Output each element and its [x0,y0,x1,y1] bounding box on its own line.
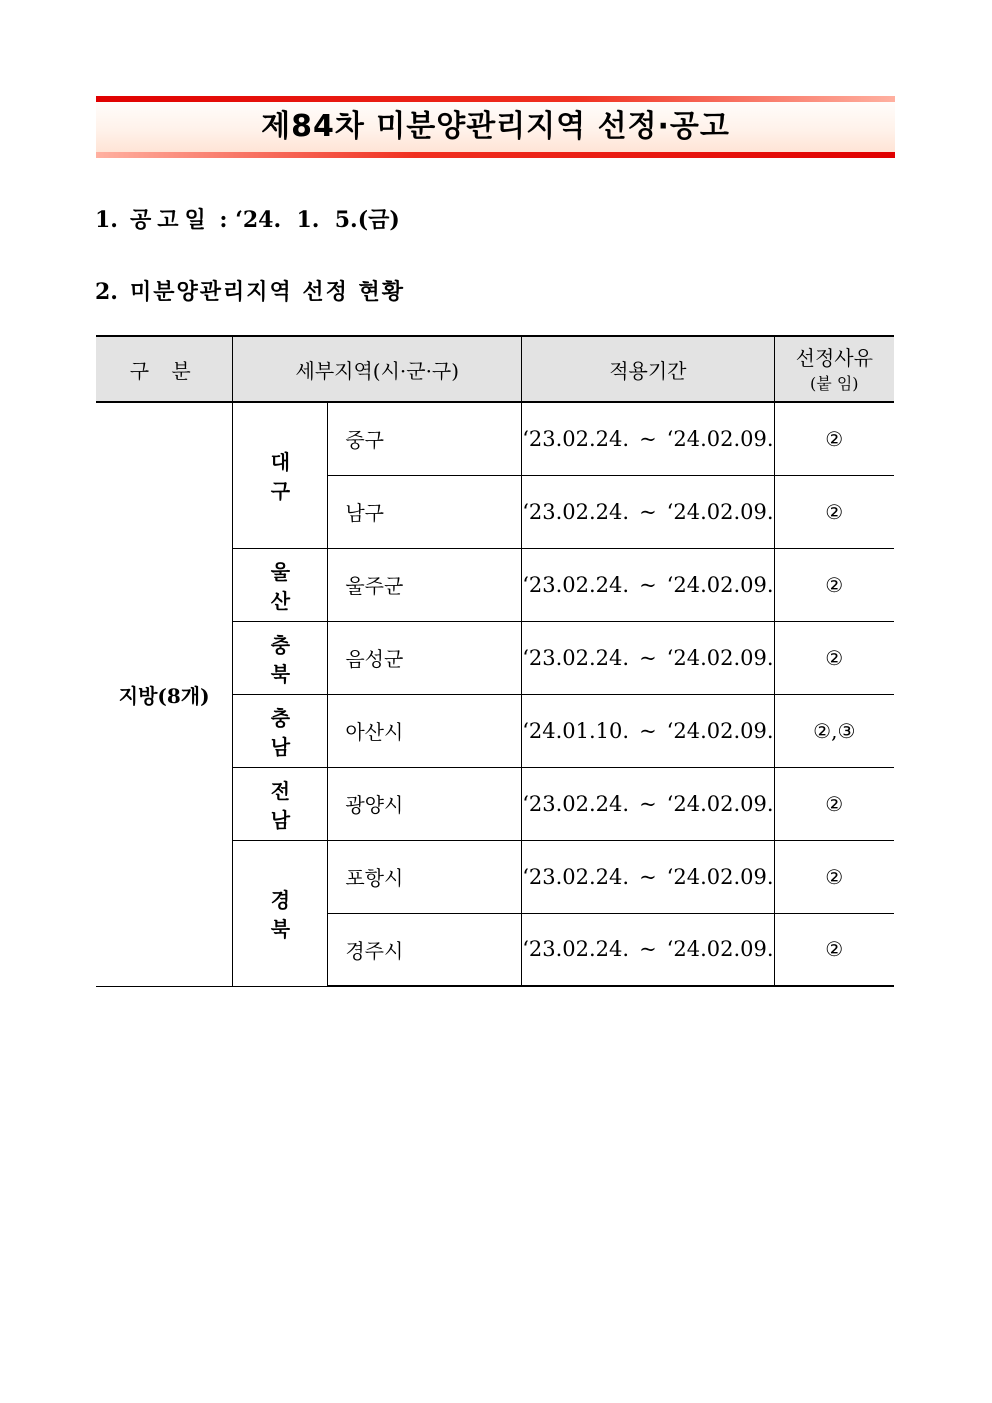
header-category: 구 분 [96,336,233,402]
period-separator: ~ [639,645,657,670]
period-end: ‘24.02.09. [666,718,774,743]
period-separator: ~ [639,572,657,597]
item-number: 1. [95,207,118,233]
period-cell [522,913,774,986]
section-heading-text: 미분양관리지역 선정 현황 [129,279,406,305]
header-reason-title: 선정사유 [795,345,873,370]
reason-cell: ② [774,548,894,621]
period-end: ‘24.02.09. [666,864,774,889]
header-reason-subtitle: (붙 임) [810,373,859,393]
period-separator: ~ [639,791,657,816]
district-cell: 울주군 [328,548,522,621]
province-cell: 충 북 [233,621,328,694]
separator: : [219,207,228,233]
period-separator: ~ [639,937,657,962]
province-cell: 충 남 [233,694,328,767]
period-start: ‘23.02.24. [522,645,630,670]
province-cell: 울 산 [233,548,328,621]
period-cell [522,548,774,621]
district-cell: 포항시 [328,840,522,913]
period-end: ‘24.02.09. [666,645,774,670]
header-period: 적용기간 [522,336,774,402]
title-banner [96,96,895,158]
period-start: ‘23.02.24. [522,864,630,889]
section-heading [95,275,405,306]
district-cell: 경주시 [328,913,522,986]
table-header-row [96,336,894,402]
district-cell: 남구 [328,475,522,548]
period-separator: ~ [639,499,657,524]
period-end: ‘24.02.09. [666,937,774,962]
district-cell: 광양시 [328,767,522,840]
reason-cell: ②,③ [774,694,894,767]
period-cell [522,402,774,475]
district-cell: 아산시 [328,694,522,767]
period-start: ‘24.01.10. [522,718,630,743]
reason-cell: ② [774,840,894,913]
announcement-date-line [95,203,400,234]
period-separator: ~ [639,718,657,743]
designated-areas-table [96,335,894,987]
period-cell [522,767,774,840]
reason-cell: ② [774,475,894,548]
announcement-date-value: ‘24. 1. 5.(금) [235,207,400,233]
table-row [96,402,894,475]
period-cell [522,694,774,767]
district-cell: 중구 [328,402,522,475]
page-title: 제84차 미분양관리지역 선정·공고 [261,109,730,144]
province-cell: 전 남 [233,767,328,840]
district-cell: 음성군 [328,621,522,694]
header-reason [774,336,894,402]
reason-cell: ② [774,913,894,986]
period-end: ‘24.02.09. [666,791,774,816]
period-start: ‘23.02.24. [522,426,630,451]
category-cell: 지방(8개) [96,402,233,986]
announcement-date-label: 공고일 [129,207,212,233]
province-cell: 대 구 [233,402,328,548]
reason-cell: ② [774,767,894,840]
period-start: ‘23.02.24. [522,499,630,524]
reason-cell: ② [774,402,894,475]
period-end: ‘24.02.09. [666,499,774,524]
period-cell [522,475,774,548]
reason-cell: ② [774,621,894,694]
period-start: ‘23.02.24. [522,937,630,962]
period-separator: ~ [639,864,657,889]
item-number: 2. [95,279,118,305]
period-start: ‘23.02.24. [522,791,630,816]
province-cell: 경 북 [233,840,328,986]
period-end: ‘24.02.09. [666,572,774,597]
period-cell [522,840,774,913]
header-region: 세부지역(시·군·구) [233,336,522,402]
period-start: ‘23.02.24. [522,572,630,597]
period-separator: ~ [639,426,657,451]
period-cell [522,621,774,694]
period-end: ‘24.02.09. [666,426,774,451]
